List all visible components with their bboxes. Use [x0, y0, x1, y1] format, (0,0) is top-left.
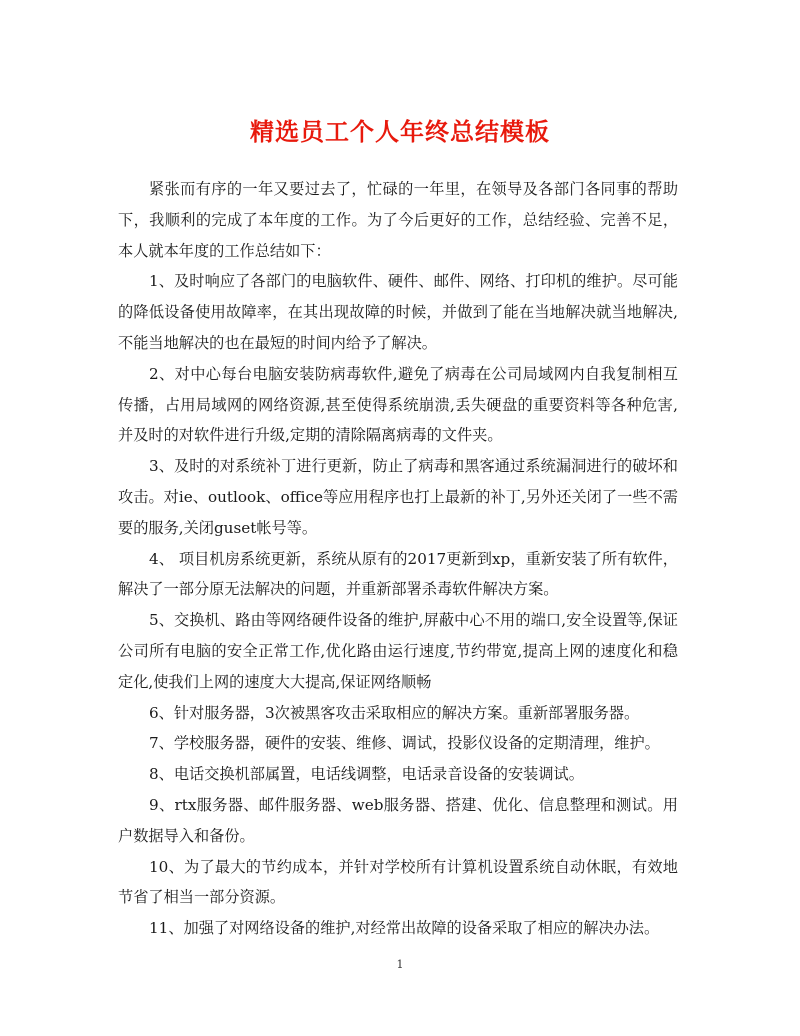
paragraph-item-2: 2、对中心每台电脑安装防病毒软件,避免了病毒在公司局域网内自我复制相互传播，占用局域网的网络资源,甚至使得系统崩溃,丢失硬盘的重要资料等各种危害,并及时的对软件进行升级,定期的清除隔离病毒的文件夹。	[118, 364, 678, 445]
document-body	[118, 174, 678, 944]
paragraph-item-6: 6、针对服务器，3次被黑客攻击采取相应的解决方案。重新部署服务器。	[149, 703, 640, 722]
paragraph-item-1: 1、及时响应了各部门的电脑软件、硬件、邮件、网络、打印机的维护。尽可能的降低设备使用故障率，在其出现故障的时候，并做到了能在当地解决就当地解决,不能当地解决的也在最短的时间内给予了解决。	[118, 272, 678, 352]
paragraph-item-3: 3、及时的对系统补丁进行更新，防止了病毒和黑客通过系统漏洞进行的破坏和攻击。对ie、outlook、office等应用程序也打上最新的补丁,另外还关闭了一些不需要的服务,关闭guset帐号等。	[118, 457, 678, 537]
paragraph-item-4: 4、 项目机房系统更新，系统从原有的2017更新到xp，重新安装了所有软件，解决了一部分原无法解决的问题，并重新部署杀毒软件解决方案。	[118, 549, 678, 599]
document-title: 精选员工个人年终总结模板	[250, 118, 550, 146]
paragraph-item-7: 7、学校服务器，硬件的安装、维修、调试，投影仪设备的定期清理，维护。	[149, 734, 660, 753]
paragraph-intro: 紧张而有序的一年又要过去了，忙碌的一年里，在领导及各部门各同事的帮助下，我顺利的完成了本年度的工作。为了今后更好的工作，总结经验、完善不足，本人就本年度的工作总结如下：	[118, 180, 678, 260]
page-number: 1	[396, 958, 404, 971]
paragraph-item-10: 10、为了最大的节约成本，并针对学校所有计算机设置系统自动休眠，有效地节省了相当一部分资源。	[118, 857, 678, 907]
paragraph-item-8: 8、电话交换机部属置，电话线调整，电话录音设备的安装调试。	[149, 765, 584, 784]
paragraph-item-11: 11、加强了对网络设备的维护,对经常出故障的设备采取了相应的解决办法。	[149, 919, 660, 938]
paragraph-item-9: 9、rtx服务器、邮件服务器、web服务器、搭建、优化、信息整理和测试。用户数据导入和备份。	[118, 795, 678, 845]
paragraph-item-5: 5、交换机、路由等网络硬件设备的维护,屏蔽中心不用的端口,安全设置等,保证公司所有电脑的安全正常工作,优化路由运行速度,节约带宽,提高上网的速度化和稳定化,使我们上网的速度大大提高,保证网络顺畅	[118, 611, 678, 691]
